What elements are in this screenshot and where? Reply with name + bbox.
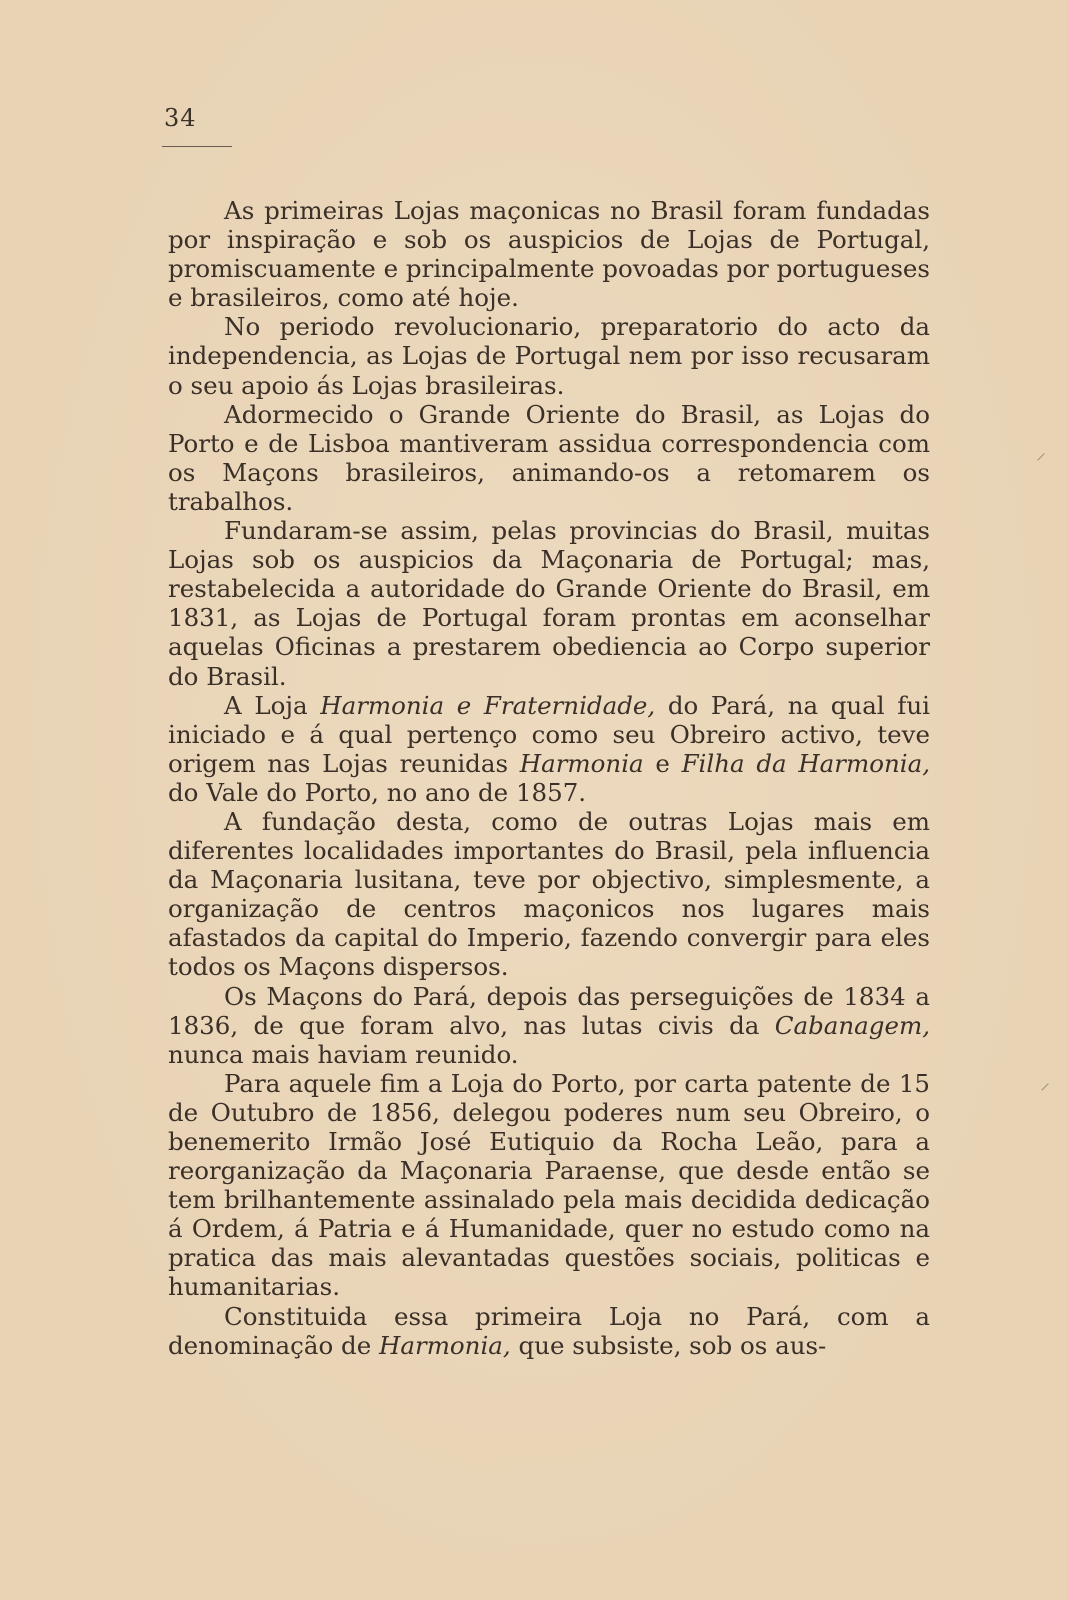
paragraph-7-text-c: nunca mais haviam reunido. xyxy=(168,1039,519,1069)
margin-bleed-mark: ⸝ xyxy=(1040,1070,1050,1094)
paragraph-6: A fundação desta, como de outras Lojas mais em diferentes localidades importantes do Brasil, pela influencia da Maçonaria lusitana, teve por objectivo, simplesmente, a organização de centros maçonicos nos lugares mais afastados da capital do Imperio, fazendo convergir para eles todos os Maçons dispersos. xyxy=(168,806,930,982)
harmonia-lodge-italic: Harmonia, xyxy=(379,1330,511,1360)
paragraph-5-text-a: A Loja xyxy=(224,690,321,720)
paragraph-9-text-a: Constituida essa primeira Loja no Pará, com a denominação de xyxy=(168,1301,930,1360)
paragraph-5-text-e: e xyxy=(643,748,682,778)
paragraph-5-text-g: do Vale do Porto, no ano de 1857. xyxy=(168,777,587,807)
header-rule xyxy=(162,146,232,147)
loja-name-italic: Harmonia e Fraternidade, xyxy=(320,690,656,720)
margin-bleed-mark: ⸝ xyxy=(1036,440,1046,464)
harmonia-italic: Harmonia xyxy=(519,748,644,778)
paragraph-2: No periodo revolucionario, preparatorio do acto da independencia, as Lojas de Portugal nem por isso recusaram o seu apoio ás Lojas brasileiras. xyxy=(168,312,930,400)
page-number: 34 xyxy=(164,104,197,132)
paragraph-7-text-a: Os Maçons do Pará, depois das perseguições de 1834 a 1836, de que foram alvo, nas lutas civis da xyxy=(168,981,930,1040)
filha-da-harmonia-italic: Filha da Harmonia, xyxy=(681,748,930,778)
cabanagem-italic: Cabanagem, xyxy=(774,1010,930,1040)
paragraph-7 xyxy=(168,982,930,1069)
paragraph-1: As primeiras Lojas maçonicas no Brasil foram fundadas por inspiração e sob os auspicios de Lojas de Portugal, promiscuamente e principalmente povoadas por portugueses e brasileiros, como até hoje. xyxy=(168,196,930,313)
paragraph-9 xyxy=(168,1302,930,1360)
paragraph-5 xyxy=(168,691,930,807)
paragraph-4: Fundaram-se assim, pelas provincias do Brasil, muitas Lojas sob os auspicios da Maçonaria de Portugal; mas, restabelecida a autoridade do Grande Oriente do Brasil, em 1831, as Lojas de Portugal foram prontas em aconselhar aquelas Oficinas a prestarem obediencia ao Corpo superior do Brasil. xyxy=(168,516,930,691)
body-text xyxy=(168,196,930,1360)
paragraph-3: Adormecido o Grande Oriente do Brasil, as Lojas do Porto e de Lisboa mantiveram assidua correspondencia com os Maçons brasileiros, animando-os a retomarem os trabalhos. xyxy=(168,399,930,516)
paragraph-8: Para aquele fim a Loja do Porto, por carta patente de 15 de Outubro de 1856, delegou poderes num seu Obreiro, o benemerito Irmão José Eutiquio da Rocha Leão, para a reorganização da Maçonaria Paraense, que desde então se tem brilhantemente assinalado pela mais decidida dedicação á Ordem, á Patria e á Humanidade, quer no estudo como na pratica das mais alevantadas questões sociais, politicas e humanitarias. xyxy=(168,1068,930,1302)
paragraph-5-text-c: do Pará, na qual fui iniciado e á qual pertenço como seu Obreiro activo, teve origem nas Lojas reunidas xyxy=(168,690,930,778)
paragraph-9-text-c: que subsiste, sob os aus- xyxy=(510,1330,827,1360)
